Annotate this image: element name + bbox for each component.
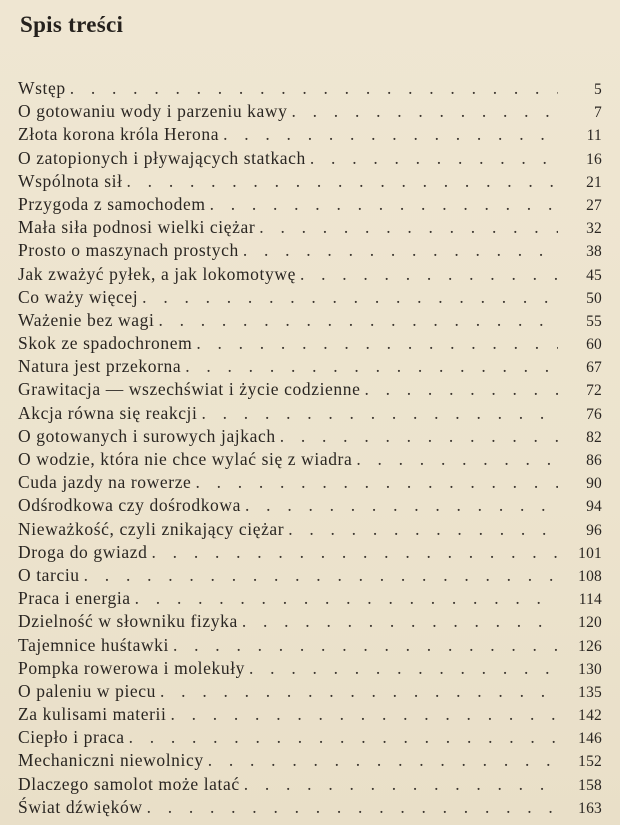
toc-page-number: 96	[586, 521, 602, 539]
dot-leader	[210, 194, 558, 215]
toc-page-number: 86	[586, 452, 602, 469]
toc-page-number: 76	[586, 405, 602, 423]
toc-entry-title: Złota korona króla Herona	[18, 124, 220, 145]
toc-entry-title: Natura jest przekorna	[18, 356, 182, 377]
dot-leader	[288, 519, 558, 540]
toc-entry	[18, 565, 610, 588]
page-title: Spis treści	[20, 12, 124, 37]
toc-entry	[18, 78, 610, 101]
toc-page-number: 11	[586, 127, 602, 145]
toc-entry	[18, 704, 610, 727]
dot-leader	[223, 124, 558, 145]
toc-entry-title: Prosto o maszynach prostych	[18, 240, 239, 261]
dot-leader	[259, 217, 558, 238]
toc-entry-title: Odśrodkowa czy dośrodkowa	[18, 495, 242, 516]
toc-entry	[18, 194, 610, 217]
toc-entry	[18, 264, 610, 287]
toc-page-number: 72	[586, 382, 602, 400]
toc-page-number: 38	[586, 243, 602, 261]
dot-leader	[173, 635, 558, 656]
toc-entry	[18, 495, 610, 518]
toc-page-number: 142	[578, 707, 602, 725]
toc-page-number: 82	[586, 428, 602, 446]
toc-entry-title: Nieważkość, czyli znikający ciężar	[18, 518, 285, 539]
toc-entry-title: O paleniu w piecu	[18, 680, 157, 701]
toc-entry	[18, 727, 610, 750]
toc-entry	[18, 449, 610, 472]
dot-leader	[300, 264, 558, 285]
dot-leader	[243, 240, 558, 261]
dot-leader	[158, 310, 558, 331]
toc-entry-title: O wodzie, która nie chce wylać się z wiadra	[18, 449, 353, 469]
toc-entry	[18, 240, 610, 263]
toc-page-number: 146	[578, 730, 602, 748]
dot-leader	[129, 727, 558, 748]
toc-entry	[18, 124, 610, 147]
toc-entry-title: Ciepło i praca	[18, 727, 125, 748]
toc-entry-title: Mechaniczni niewolnicy	[18, 750, 204, 771]
toc-entry-title: Dzielność w słowniku fizyka	[18, 611, 238, 632]
toc-page-number: 21	[586, 173, 602, 191]
dot-leader	[244, 774, 558, 795]
toc-entry-title: O tarciu	[18, 564, 80, 585]
toc-page-number: 32	[586, 220, 602, 238]
dot-leader	[249, 658, 558, 679]
toc-entry-title: Akcja równa się reakcji	[18, 402, 198, 423]
toc-entry-title: O gotowanych i surowych jajkach	[18, 425, 276, 446]
toc-entry	[18, 635, 610, 658]
toc-entry-title: Grawitacja — wszechświat i życie codzienne	[18, 379, 361, 400]
toc-page-number: 126	[578, 637, 602, 655]
toc-entry	[18, 171, 610, 194]
toc-entry-title: Za kulisami materii	[18, 704, 167, 725]
dot-leader	[142, 287, 558, 308]
dot-leader	[310, 148, 558, 169]
toc-entry	[18, 403, 610, 426]
toc-entry-title: Ważenie bez wagi	[18, 309, 155, 330]
toc-entry	[18, 333, 610, 356]
toc-entry	[18, 681, 610, 704]
toc-entry	[18, 542, 610, 565]
toc-entry	[18, 519, 610, 542]
toc-entry	[18, 797, 610, 820]
dot-leader	[245, 495, 558, 516]
toc-entry-title: Wstęp	[18, 78, 66, 98]
dot-leader	[147, 797, 558, 818]
toc-entry	[18, 750, 610, 773]
toc-page-number: 50	[586, 289, 602, 307]
dot-leader	[70, 78, 558, 99]
toc-entry	[18, 217, 610, 240]
dot-leader	[292, 101, 559, 122]
toc-page-number: 60	[586, 336, 602, 354]
toc-entry	[18, 148, 610, 171]
toc-page-number: 16	[586, 150, 602, 168]
dot-leader	[202, 403, 559, 424]
toc-page-number: 94	[586, 498, 602, 516]
toc-entry	[18, 379, 610, 402]
toc-entry-title: Co waży więcej	[18, 286, 139, 307]
dot-leader	[356, 449, 558, 470]
dot-leader	[280, 426, 558, 447]
dot-leader	[127, 171, 558, 192]
toc-entry-title: Przygoda z samochodem	[18, 193, 206, 214]
toc-page-number: 130	[578, 660, 602, 678]
toc-entry-title: Pompka rowerowa i molekuły	[18, 657, 246, 678]
toc-entry	[18, 101, 610, 124]
toc-entry-title: Wspólnota sił	[18, 170, 123, 191]
toc-entry-title: O zatopionych i pływających statkach	[18, 147, 306, 168]
toc-page-number: 158	[578, 776, 602, 794]
toc-page-number: 135	[578, 683, 602, 701]
toc-page-number: 152	[578, 753, 602, 771]
toc-entry-title: Praca i energia	[18, 588, 131, 609]
toc-entry	[18, 658, 610, 681]
toc-entry	[18, 611, 610, 634]
toc-page-number: 55	[586, 312, 602, 330]
dot-leader	[185, 356, 558, 377]
toc-page-number: 5	[594, 81, 602, 98]
toc-page-number: 90	[586, 475, 602, 493]
toc-entry-title: Tajemnice huśtawki	[18, 634, 169, 655]
toc-entry	[18, 310, 610, 333]
toc-entry	[18, 287, 610, 310]
toc-page-number: 7	[594, 104, 602, 122]
dot-leader	[135, 588, 558, 609]
toc-entry	[18, 356, 610, 379]
dot-leader	[152, 542, 558, 563]
toc-page-number: 45	[586, 266, 602, 284]
toc-entry-title: O gotowaniu wody i parzeniu kawy	[18, 101, 288, 122]
dot-leader	[160, 681, 558, 702]
toc-entry-title: Skok ze spadochronem	[18, 333, 193, 354]
dot-leader	[170, 704, 558, 725]
toc-entry	[18, 472, 610, 495]
toc-entry-title: Cuda jazdy na rowerze	[18, 472, 192, 493]
toc-entry-title: Droga do gwiazd	[18, 541, 148, 562]
toc-page-number: 108	[578, 567, 602, 585]
dot-leader	[242, 611, 558, 632]
dot-leader	[195, 472, 558, 493]
toc-entry-title: Jak zważyć pyłek, a jak lokomotywę	[18, 263, 296, 284]
toc-entry	[18, 426, 610, 449]
toc-page-number: 163	[578, 799, 602, 817]
toc-entry	[18, 774, 610, 797]
toc-entry-title: Mała siła podnosi wielki ciężar	[18, 217, 256, 238]
table-of-contents	[18, 78, 610, 820]
dot-leader	[364, 379, 558, 400]
toc-entry-title: Dlaczego samolot może latać	[18, 773, 240, 794]
dot-leader	[84, 565, 558, 586]
toc-page-number: 114	[578, 591, 602, 609]
dot-leader	[196, 333, 558, 354]
toc-page-number: 101	[578, 544, 602, 562]
toc-entry	[18, 588, 610, 611]
toc-page-number: 67	[586, 359, 602, 377]
toc-page-number: 120	[578, 614, 602, 632]
toc-entry-title: Świat dźwięków	[18, 796, 143, 817]
dot-leader	[208, 750, 558, 771]
toc-page-number: 27	[586, 196, 602, 214]
